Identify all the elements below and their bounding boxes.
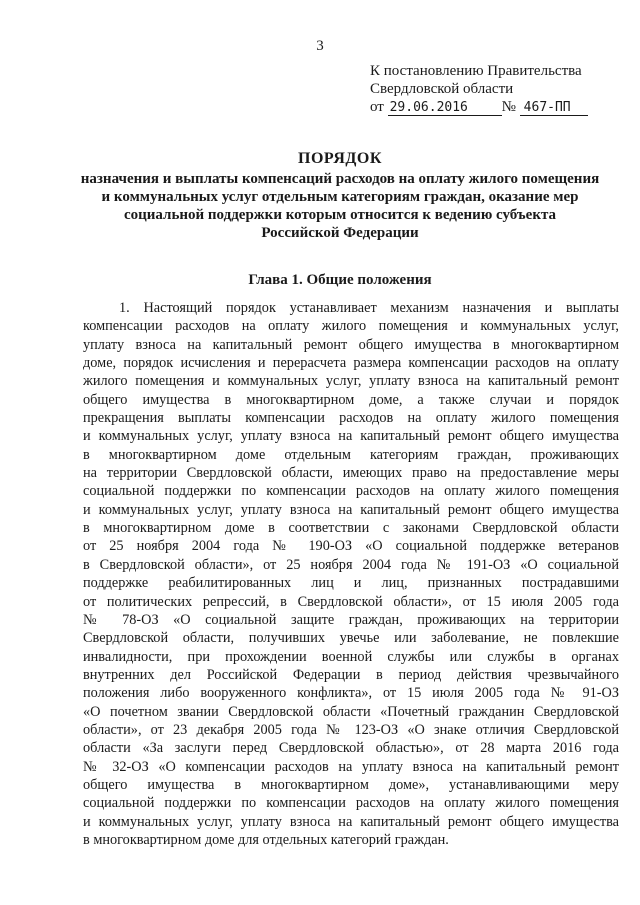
number-label: № [501,99,516,115]
text-line: общего имущества в многоквартирном доме, а также случаи и порядок [83,391,619,408]
text-line: в Свердловской области», от 25 ноября 2004 года № 191-ОЗ «О социальной [83,556,619,573]
text-line: Свердловской области, получивших увечье или заболевание, не повлекшие [83,630,619,647]
text-line: и коммунальных услуг, уплату взноса на капитальный ремонт общего имущества [83,813,619,830]
text-line: № 78-ОЗ «О социальной защите граждан, проживающих на территории [83,611,619,628]
text-line: прекращения выплаты компенсации расходов на оплату жилого помещения [83,410,619,427]
approval-block [370,62,620,116]
text-line: социальной поддержки по компенсации расходов на оплату жилого помещения [83,483,619,500]
text-line: инвалидности, при прохождении военной службы или службы в органах [83,648,619,665]
document-title [60,150,620,242]
text-line: уплату взноса на капитальный ремонт общего имущества в многоквартирном [83,336,619,353]
text-line: на территории Свердловской области, имеющих право на предоставление меры [83,465,619,482]
title-main: ПОРЯДОК [298,150,382,167]
title-line: социальной поддержки которым относится к ведению субъекта [123,207,557,223]
from-label: от [370,99,384,115]
resolution-date: 29.06.2016 [388,100,502,116]
title-line: назначения и выплаты компенсаций расходов на оплату жилого помещения [80,171,600,187]
text-line: в многоквартирном доме для отдельных категорий граждан. [83,831,449,848]
text-line: «О почетном звании Свердловской области «Почетный гражданин Свердловской [83,703,619,720]
approval-line-1: К постановлению Правительства [370,63,582,79]
text-line: № 32-ОЗ «О компенсации расходов на уплату взноса на капитальный ремонт [83,758,619,775]
text-line: внутренних дел Российской Федерации в период действия чрезвычайного [83,666,619,683]
text-line: и коммунальных услуг, уплату взноса на капитальный ремонт общего имущества [83,501,619,518]
text-line: и коммунальных услуг, уплату взноса на капитальный ремонт общего имущества [83,428,619,445]
text-line: 1. Настоящий порядок устанавливает механизм назначения и выплаты [119,300,619,316]
text-line: социальной поддержки по компенсации расходов на оплату жилого помещения [83,795,619,812]
text-line: компенсации расходов на оплату жилого помещения и коммунальных услуг, [83,318,619,335]
title-line: Российской Федерации [261,225,419,241]
text-line: области», от 23 декабря 2005 года № 123-ОЗ «О знаке отличия Свердловской [83,721,619,738]
approval-line-2: Свердловской области [370,81,514,97]
page-number: 3 [316,38,324,54]
chapter-heading: Глава 1. Общие положения [248,272,432,288]
text-line: общего имущества в многоквартирном доме», устанавливающими меру [83,776,619,793]
text-line: доме, порядок исчисления и перерасчета размера компенсации расходов на оплату [83,355,619,372]
approval-line-3 [370,98,620,116]
paragraph-1 [83,299,619,849]
text-line: жилого помещения и коммунальных услуг, уплату взноса на капитальный ремонт [83,373,619,390]
text-line: поддержке реабилитированных лиц и лиц, признанных пострадавшими [83,575,619,592]
text-line: от политических репрессий, в Свердловской области», от 15 июля 2005 года [83,593,619,610]
text-line: в многоквартирном доме в соответствии с законами Свердловской области [83,520,619,537]
title-line: и коммунальных услуг отдельным категориям граждан, оказание мер [101,189,579,205]
text-line: от 25 ноября 2004 года № 190-ОЗ «О социальной поддержке ветеранов [83,538,619,555]
text-line: положения либо вооруженного конфликта», от 15 июля 2005 года № 91-ОЗ [83,685,619,702]
text-line: области «За заслуги перед Свердловской областью», от 28 марта 2016 года [83,740,619,757]
text-line: в многоквартирном доме отдельным категориям граждан, проживающих [83,446,619,463]
resolution-number: 467-ПП [520,100,588,116]
